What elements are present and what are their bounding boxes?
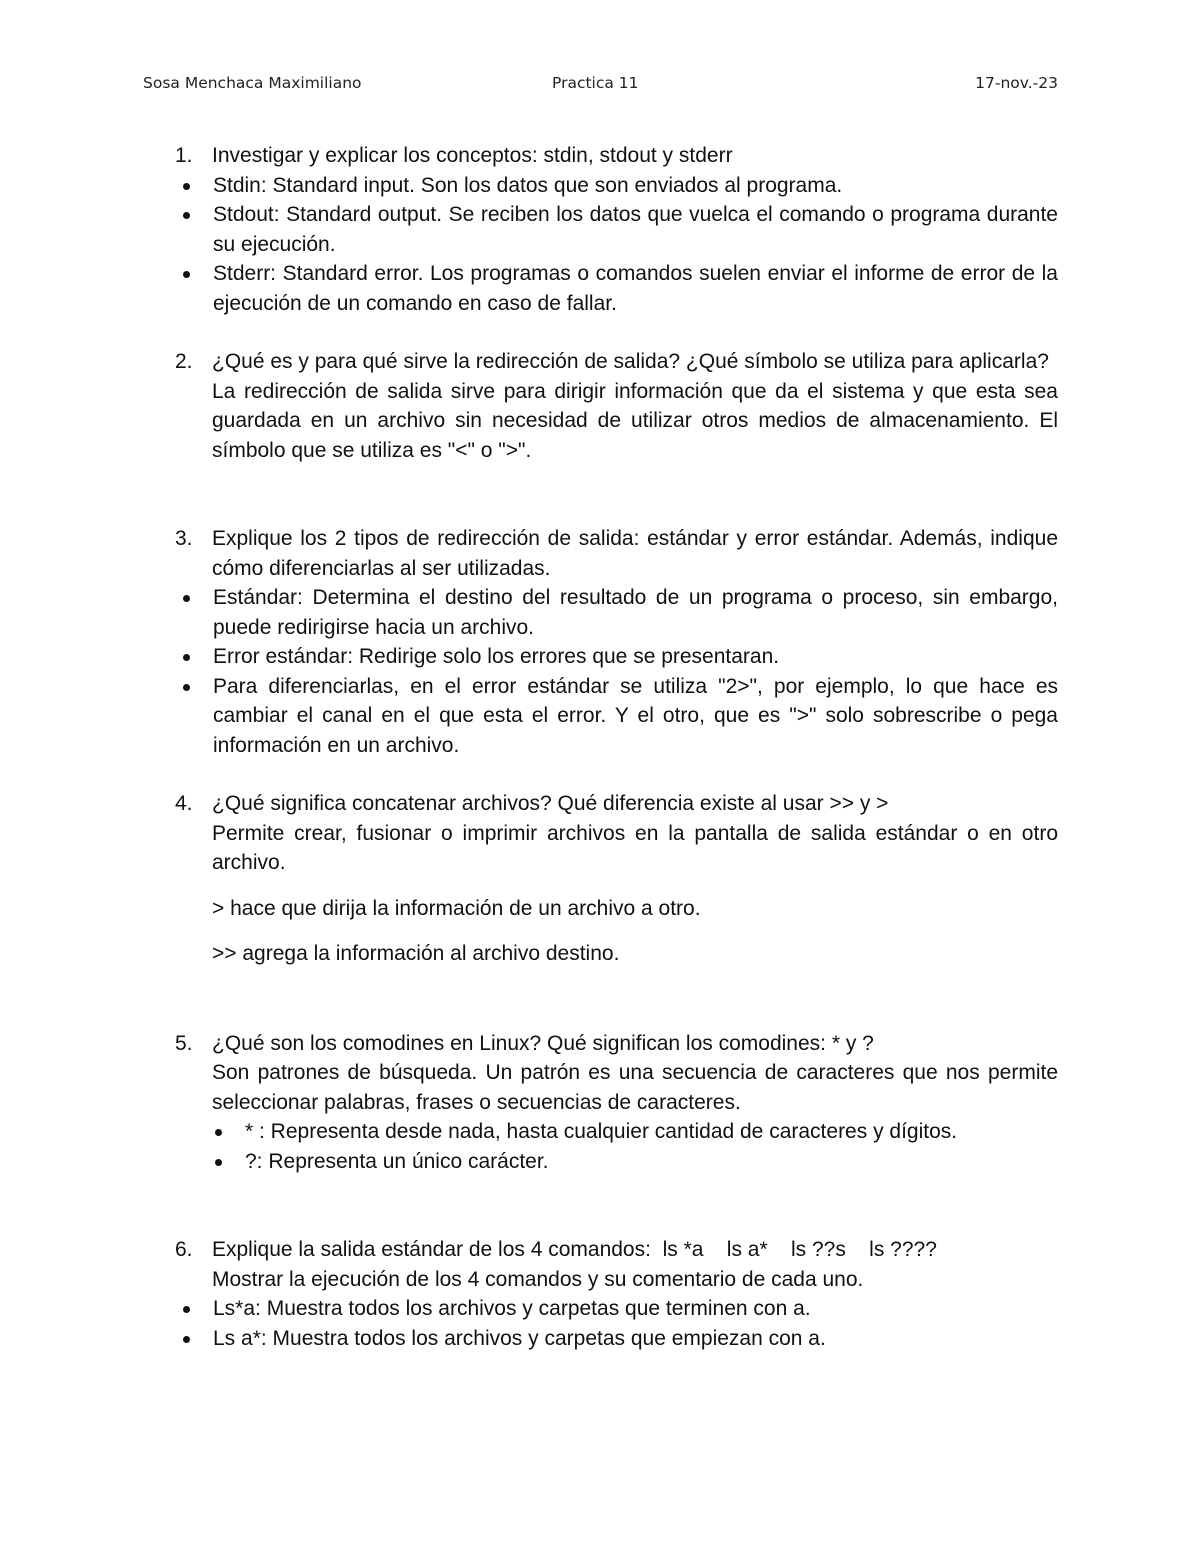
- list-item: [143, 171, 1058, 201]
- list-item-text: Stdin: Standard input. Son los datos que son enviados al programa.: [213, 173, 843, 197]
- question-text: ¿Qué es y para qué sirve la redirección de salida? ¿Qué símbolo se utiliza para aplicarla?: [212, 350, 1049, 373]
- question-6: [143, 1235, 1058, 1353]
- question-3: [143, 524, 1058, 760]
- note-text: > hace que dirija la información de un archivo a otro.: [212, 896, 701, 920]
- list-item: [143, 642, 1058, 672]
- list-item-text: * : Representa desde nada, hasta cualquier cantidad de caracteres y dígitos.: [245, 1120, 958, 1143]
- list-item-text: Stderr: Standard error. Los programas o comandos suelen enviar el informe de error de la ejecución de un comando en caso de fallar.: [213, 262, 1058, 315]
- bullet-icon: [183, 183, 190, 190]
- question-number: 2.: [175, 350, 193, 373]
- answer-text: La redirección de salida sirve para dirigir información que da el sistema y que esta sea guardada en un archivo sin necesidad de utilizar otros medios de almacenamiento. El símbolo que se utiliza es "<" o ">".: [212, 379, 1058, 462]
- question-1: [143, 141, 1058, 318]
- bullet-icon: [183, 595, 190, 602]
- bullet-icon: [183, 684, 190, 691]
- bullet-list: [212, 583, 1058, 760]
- question-number: 5.: [175, 1031, 193, 1055]
- list-item-text: Para diferenciarlas, en el error estándar se utiliza "2>", por ejemplo, lo que hace es cambiar el canal en el que esta el error. Y el otro, que es ">" solo sobrescribe o pega información en un archivo.: [213, 674, 1058, 757]
- bullet-icon: [183, 1306, 190, 1313]
- list-item: [143, 1117, 1058, 1147]
- question-text: Explique la salida estándar de los 4 comandos: ls *a ls a* ls ??s ls ????: [212, 1238, 937, 1261]
- question-number: 3.: [175, 527, 193, 550]
- bullet-icon: [183, 212, 190, 219]
- list-item-text: Error estándar: Redirige solo los errores que se presentaran.: [213, 645, 780, 668]
- document-body: [143, 141, 1058, 1353]
- list-item: [143, 583, 1058, 642]
- bullet-icon: [183, 1336, 190, 1343]
- list-item-text: Ls a*: Muestra todos los archivos y carpetas que empiezan con a.: [213, 1326, 826, 1350]
- list-item-text: ?: Representa un único carácter.: [245, 1149, 549, 1173]
- question-text: ¿Qué son los comodines en Linux? Qué significan los comodines: * y ?: [212, 1031, 874, 1055]
- bullet-list: [212, 1294, 1058, 1353]
- answer-text: Permite crear, fusionar o imprimir archivos en la pantalla de salida estándar o en otro archivo.: [212, 821, 1058, 874]
- answer-text: Mostrar la ejecución de los 4 comandos y su comentario de cada uno.: [212, 1267, 864, 1291]
- header-title: Practica 11: [552, 74, 639, 92]
- bullet-icon: [215, 1129, 222, 1136]
- question-5: [143, 1029, 1058, 1177]
- bullet-list: [212, 1117, 1058, 1176]
- bullet-icon: [215, 1159, 222, 1166]
- question-4: [143, 789, 1058, 969]
- list-item: [143, 259, 1058, 318]
- question-number: 4.: [175, 792, 193, 815]
- list-item: [143, 1324, 1058, 1354]
- bullet-list: [212, 171, 1058, 319]
- question-2: [143, 347, 1058, 465]
- list-item-text: Stdout: Standard output. Se reciben los datos que vuelca el comando o programa durante su ejecución.: [213, 203, 1058, 256]
- list-item-text: Ls*a: Muestra todos los archivos y carpetas que terminen con a.: [213, 1297, 811, 1320]
- question-text: Investigar y explicar los conceptos: stdin, stdout y stderr: [212, 144, 733, 167]
- list-item: [143, 1294, 1058, 1324]
- page-header: [143, 74, 1058, 98]
- list-item: [143, 672, 1058, 761]
- list-item: [143, 1147, 1058, 1177]
- header-date: 17-nov.-23: [975, 74, 1058, 92]
- answer-text: Son patrones de búsqueda. Un patrón es una secuencia de caracteres que nos permite seleccionar palabras, frases o secuencias de caracteres.: [212, 1061, 1058, 1114]
- list-item: [143, 200, 1058, 259]
- question-text: Explique los 2 tipos de redirección de salida: estándar y error estándar. Además, indique cómo diferenciarlas al ser utilizadas.: [212, 527, 1058, 580]
- question-text: ¿Qué significa concatenar archivos? Qué diferencia existe al usar >> y >: [212, 792, 889, 815]
- bullet-icon: [183, 271, 190, 278]
- question-number: 1.: [175, 144, 193, 167]
- header-author: Sosa Menchaca Maximiliano: [143, 74, 362, 92]
- bullet-icon: [183, 654, 190, 661]
- list-item-text: Estándar: Determina el destino del resultado de un programa o proceso, sin embargo, puede redirigirse hacia un archivo.: [213, 586, 1058, 639]
- note-text: >> agrega la información al archivo destino.: [212, 942, 620, 965]
- question-number: 6.: [175, 1238, 193, 1261]
